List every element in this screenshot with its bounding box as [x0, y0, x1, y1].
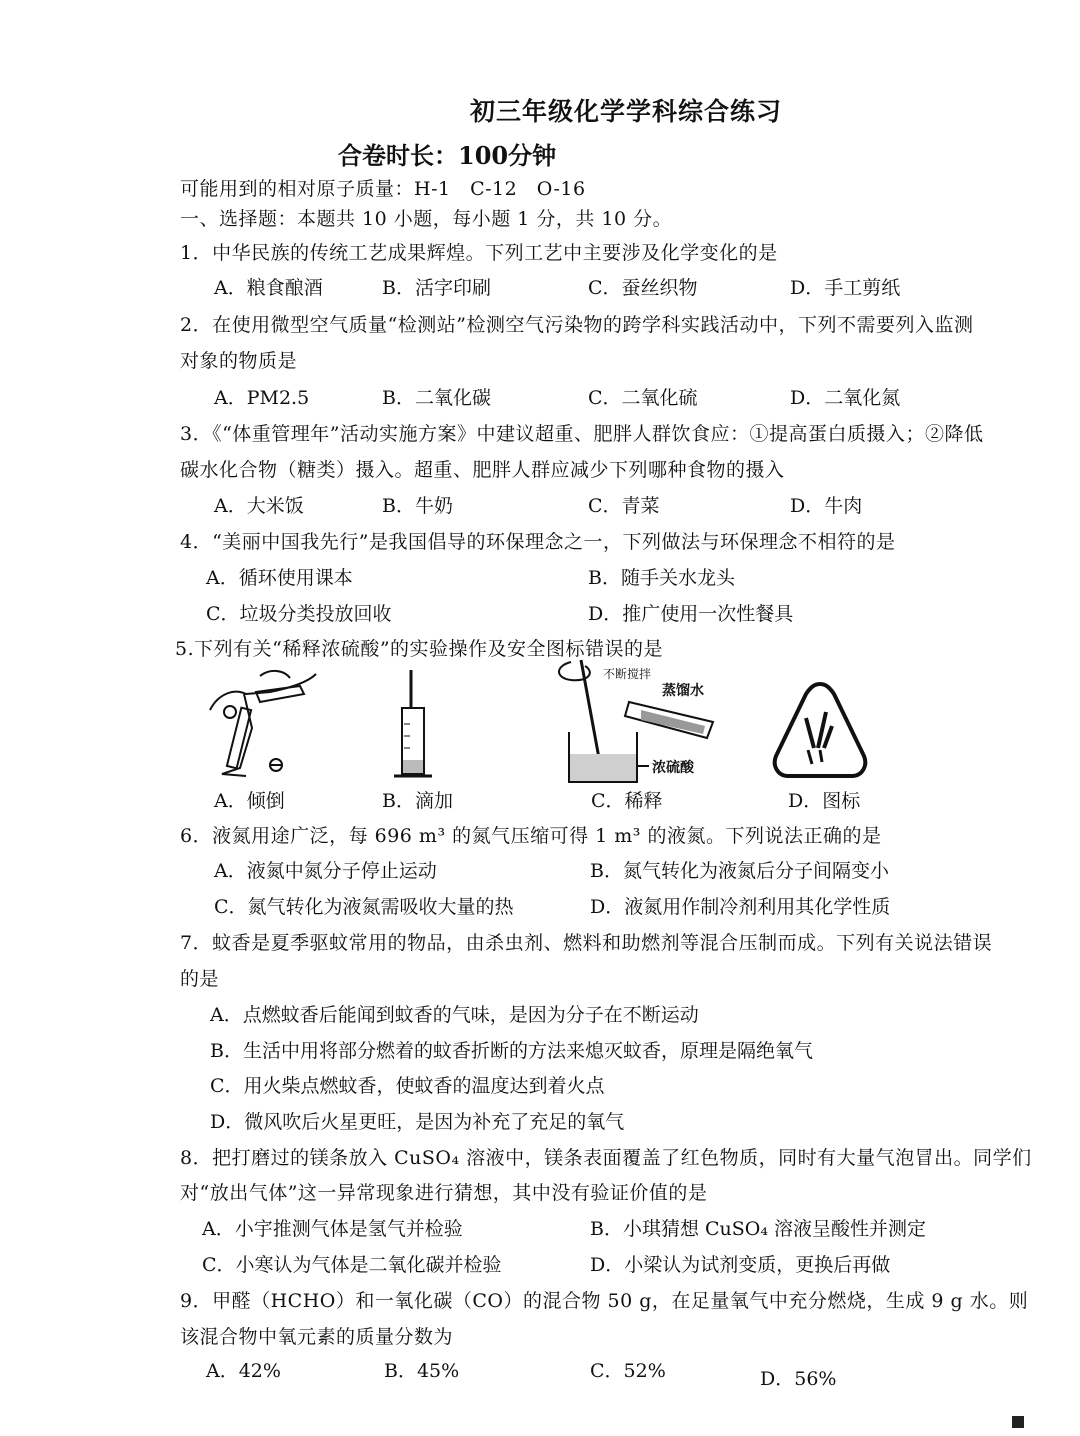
question-7-option-d: D．微风吹后火星更旺，是因为补充了充足的氧气: [210, 1111, 625, 1133]
question-4-option-a: A．循环使用课本: [206, 567, 353, 589]
figure-c-acid-label: 浓硫酸: [652, 760, 694, 776]
qr-code-icon: [1012, 1416, 1024, 1428]
question-9-option-a: A．42%: [206, 1360, 281, 1382]
question-9-option-d: D．56%: [760, 1368, 837, 1390]
page-title: 初三年级化学学科综合练习: [470, 97, 783, 126]
figure-a-pouring: [200, 664, 330, 780]
question-8-stem-line1: 8．把打磨过的镁条放入 CuSO₄ 溶液中，镁条表面覆盖了红色物质，同时有大量气泡冒出。同学们: [180, 1147, 1032, 1169]
question-3-stem-line1: 3．《“体重管理年”活动实施方案》中建议超重、肥胖人群饮食应：①提高蛋白质摄入；②降低: [180, 423, 984, 445]
question-8-option-c: C．小寒认为气体是二氧化碳并检验: [202, 1254, 502, 1276]
scanner-watermark: [1012, 1416, 1052, 1430]
figure-b-cylinder: [390, 668, 440, 784]
question-6-option-a: A．液氮中氮分子停止运动: [214, 860, 437, 882]
question-2-option-d: D．二氧化氮: [790, 387, 901, 409]
question-3-option-a: A．大米饭: [214, 495, 304, 517]
question-6-option-d: D．液氮用作制冷剂利用其化学性质: [590, 896, 891, 918]
question-9-stem-line2: 该混合物中氧元素的质量分数为: [180, 1326, 454, 1348]
atomic-masses: 可能用到的相对原子质量：H-1 C-12 O-16: [180, 178, 586, 200]
question-4-option-b: B．随手关水龙头: [588, 567, 735, 589]
question-8-stem-line2: 对“放出气体”这一异常现象进行猜想，其中没有验证价值的是: [180, 1182, 708, 1204]
figure-c-water-label: 蒸馏水: [662, 683, 704, 699]
question-8-option-d: D．小梁认为试剂变质，更换后再做: [590, 1254, 891, 1276]
figure-c-label: C．稀释: [591, 790, 663, 812]
question-7-stem-line1: 7．蚊香是夏季驱蚊常用的物品，由杀虫剂、燃料和助燃剂等混合压制而成。下列有关说法错误: [180, 932, 993, 954]
question-3-option-b: B．牛奶: [382, 495, 453, 517]
question-3-option-c: C．青菜: [588, 495, 660, 517]
hazard-sign-icon: [770, 678, 870, 782]
question-2-stem-line1: 2．在使用微型空气质量“检测站”检测空气污染物的跨学科实践活动中，下列不需要列入监测: [180, 314, 974, 336]
section-heading: 一、选择题：本题共 10 小题，每小题 1 分，共 10 分。: [180, 208, 673, 230]
question-3-stem-line2: 碳水化合物（糖类）摄入。超重、肥胖人群应减少下列哪种食物的摄入: [180, 459, 785, 481]
question-4-option-d: D．推广使用一次性餐具: [588, 603, 794, 625]
figure-c-stir-label: 不断搅拌: [603, 667, 652, 681]
question-7-option-b: B．生活中用将部分燃着的蚊香折断的方法来熄灭蚊香，原理是隔绝氧气: [210, 1040, 813, 1062]
question-1-option-c: C．蚕丝织物: [588, 277, 698, 299]
question-1-option-a: A．粮食酿酒: [214, 277, 323, 299]
figure-d-label: D．图标: [788, 790, 861, 812]
question-6-stem: 6．液氮用途广泛，每 696 m³ 的氮气压缩可得 1 m³ 的液氮。下列说法正确的是: [180, 825, 882, 847]
question-5-stem: 5.下列有关“稀释浓硫酸”的实验操作及安全图标错误的是: [175, 638, 664, 660]
figure-a-label: A．倾倒: [214, 790, 285, 812]
exam-duration: 合卷时长：100分钟: [338, 141, 557, 170]
question-6-option-b: B．氮气转化为液氮后分子间隔变小: [590, 860, 889, 882]
question-7-stem-line2: 的是: [180, 968, 220, 990]
question-9-stem-line1: 9．甲醛（HCHO）和一氧化碳（CO）的混合物 50 g，在足量氧气中充分燃烧，生成 9 g 水。则: [180, 1290, 1029, 1312]
question-7-option-a: A．点燃蚊香后能闻到蚊香的气味，是因为分子在不断运动: [210, 1004, 699, 1026]
question-1-stem: 1．中华民族的传统工艺成果辉煌。下列工艺中主要涉及化学变化的是: [180, 242, 778, 264]
figure-b-label: B．滴加: [382, 790, 453, 812]
question-6-option-c: C．氮气转化为液氮需吸收大量的热: [214, 896, 514, 918]
question-2-option-b: B．二氧化碳: [382, 387, 491, 409]
question-4-option-c: C．垃圾分类投放回收: [206, 603, 392, 625]
question-4-stem: 4．“美丽中国我先行”是我国倡导的环保理念之一，下列做法与环保理念不相符的是: [180, 531, 896, 553]
question-7-option-c: C．用火柴点燃蚊香，使蚊香的温度达到着火点: [210, 1075, 605, 1097]
question-9-option-b: B．45%: [384, 1360, 460, 1382]
question-8-option-b: B．小琪猜想 CuSO₄ 溶液呈酸性并测定: [590, 1218, 927, 1240]
question-8-option-a: A．小宇推测气体是氢气并检验: [202, 1218, 463, 1240]
question-9-option-c: C．52%: [590, 1360, 666, 1382]
question-2-option-c: C．二氧化硫: [588, 387, 698, 409]
question-2-option-a: A．PM2.5: [214, 387, 310, 409]
question-1-option-d: D．手工剪纸: [790, 277, 901, 299]
question-3-option-d: D．牛肉: [790, 495, 863, 517]
question-1-option-b: B．活字印刷: [382, 277, 491, 299]
question-2-stem-line2: 对象的物质是: [180, 350, 298, 372]
